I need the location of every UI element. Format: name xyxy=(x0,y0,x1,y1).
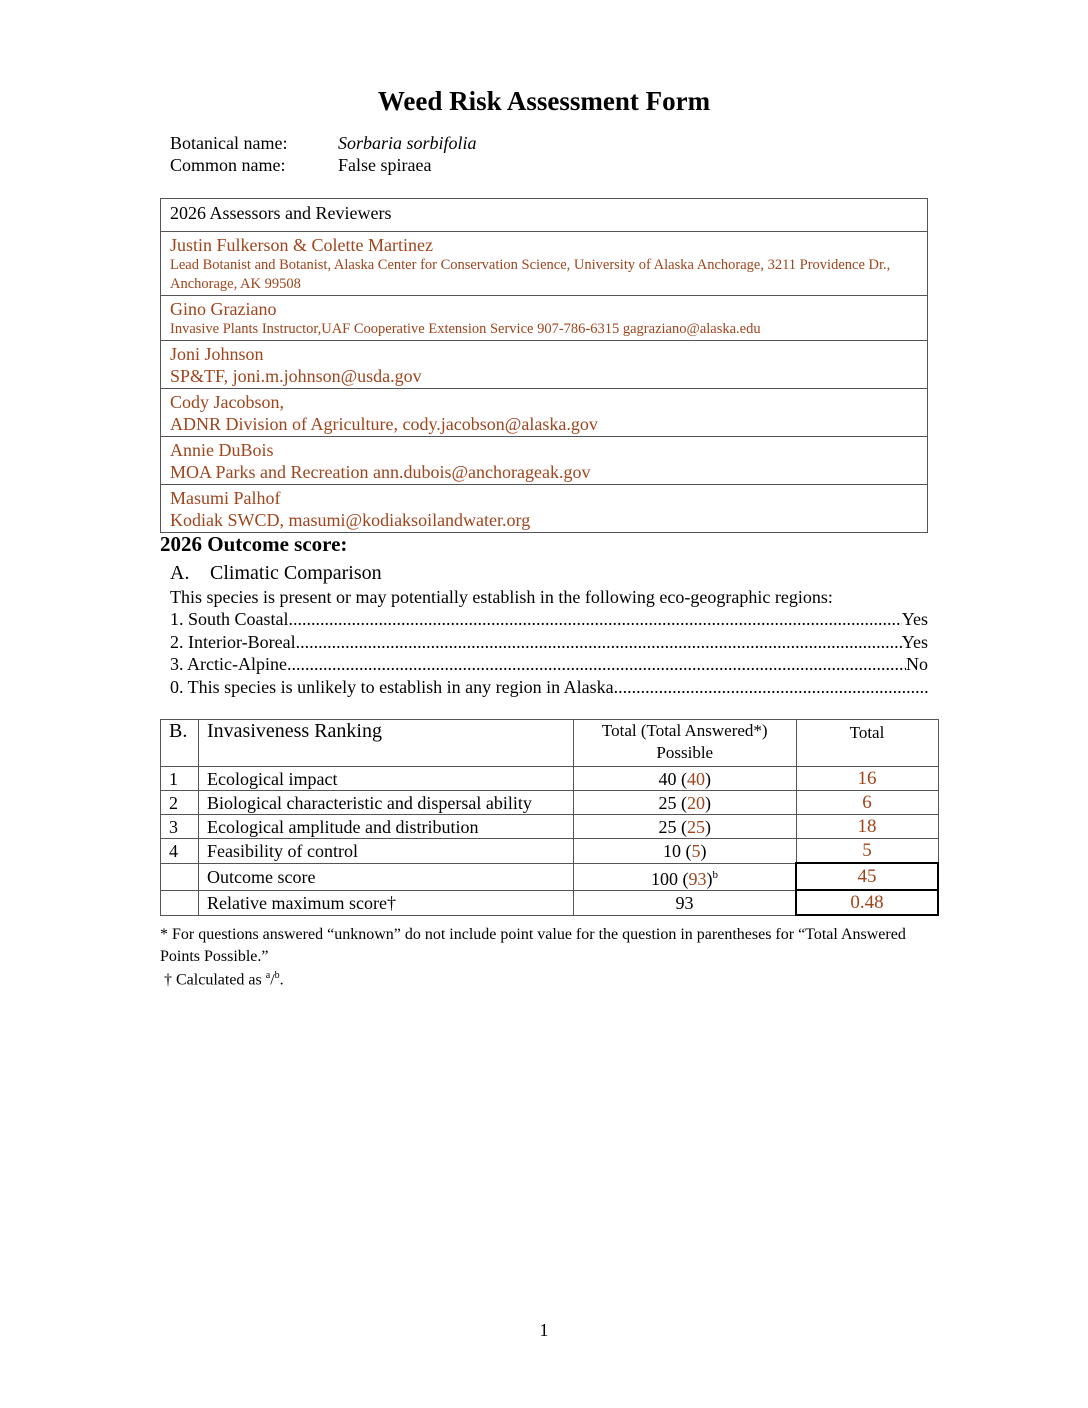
outcome-score-label: Outcome score xyxy=(199,863,574,890)
botanical-name-label: Botanical name: xyxy=(170,133,288,153)
leader-dots xyxy=(614,677,928,698)
answered-value: 93 xyxy=(688,868,707,889)
assessor-row xyxy=(161,485,928,533)
row-total: 6 xyxy=(796,791,938,815)
assessor-row xyxy=(161,296,928,341)
ranking-row xyxy=(161,839,939,864)
assessors-table xyxy=(160,198,928,533)
empty-cell xyxy=(161,890,199,915)
section-a-letter: A. xyxy=(170,562,190,584)
botanical-name-value: Sorbaria sorbifolia xyxy=(338,133,477,153)
possible-value: 40 xyxy=(658,768,677,789)
leader-dots xyxy=(296,632,902,653)
assessor-row xyxy=(161,437,928,485)
row-total: 5 xyxy=(796,839,938,864)
answered-value: 5 xyxy=(691,840,701,861)
region-label: 2. Interior-Boreal xyxy=(170,632,296,652)
row-category: Feasibility of control xyxy=(199,839,574,864)
footnote-dagger: † Calculated as $^a$/$^b$. xyxy=(160,970,284,989)
row-category: Biological characteristic and dispersal ability xyxy=(199,791,574,815)
assessor-row xyxy=(161,232,928,296)
possible-value: 25 xyxy=(658,816,677,837)
row-total: 18 xyxy=(796,815,938,839)
leader-dots xyxy=(289,609,902,630)
row-number: 3 xyxy=(161,815,199,839)
common-name-value: False spiraea xyxy=(338,155,432,175)
row-possible: 25 (20) xyxy=(574,791,797,815)
assessor-name: Justin Fulkerson & Colette Martinez xyxy=(170,235,433,255)
assessors-header: 2026 Assessors and Reviewers xyxy=(161,199,928,232)
col-total-header: Total xyxy=(796,720,938,767)
assessor-detail: Kodiak SWCD, masumi@kodiaksoilandwater.org xyxy=(170,510,531,530)
row-total: 16 xyxy=(796,767,938,791)
row-possible: 10 (5) xyxy=(574,839,797,864)
assessor-detail: Lead Botanist and Botanist, Alaska Center for Conservation Science, University of Alaska Anchorage, 3211 Providence Dr., Anchorage, AK 99508 xyxy=(170,257,891,292)
row-number: 4 xyxy=(161,839,199,864)
assessor-name: Joni Johnson xyxy=(170,344,264,364)
region-label: 3. Arctic-Alpine xyxy=(170,654,287,674)
answered-value: 40 xyxy=(687,768,705,789)
assessor-row xyxy=(161,341,928,389)
relative-score-value: 0.48 xyxy=(796,890,938,915)
assessor-detail: SP&TF, joni.m.johnson@usda.gov xyxy=(170,366,422,386)
row-possible: 40 (40) xyxy=(574,767,797,791)
assessor-name: Gino Graziano xyxy=(170,299,277,319)
row-possible: 25 (25) xyxy=(574,815,797,839)
col-possible-header: Total (Total Answered*) Possible xyxy=(574,720,797,767)
superscript-b: b xyxy=(712,868,718,881)
relative-score-row xyxy=(161,890,939,915)
relative-score-label: Relative maximum score† xyxy=(199,890,574,915)
ranking-row xyxy=(161,791,939,815)
footnote-asterisk: * For questions answered “unknown” do not include point value for the question in parentheses for “Total Answered Points Possible.” xyxy=(160,926,906,965)
region-label: 0. This species is unlikely to establish in any region in Alaska xyxy=(170,677,614,697)
region-value: No xyxy=(906,654,928,674)
region-value: Yes xyxy=(901,609,928,629)
assessor-name: Annie DuBois xyxy=(170,440,274,460)
row-category: Ecological impact xyxy=(199,767,574,791)
ranking-header-row xyxy=(161,720,939,767)
row-number: 2 xyxy=(161,791,199,815)
dagger-b: b xyxy=(274,970,280,981)
page-number: 1 xyxy=(539,1320,549,1340)
region-item xyxy=(170,609,928,630)
document-title: Weed Risk Assessment Form xyxy=(377,86,711,116)
outcome-score-row xyxy=(161,863,939,890)
invasiveness-ranking-table xyxy=(160,719,939,916)
outcome-heading: 2026 Outcome score: xyxy=(160,532,348,556)
common-name-row xyxy=(170,155,431,176)
region-item xyxy=(170,677,928,698)
row-category: Ecological amplitude and distribution xyxy=(199,815,574,839)
region-item xyxy=(170,654,928,675)
assessor-name: Masumi Palhof xyxy=(170,488,281,508)
relative-possible: 93 xyxy=(574,890,797,915)
ranking-row xyxy=(161,767,939,791)
answered-value: 25 xyxy=(687,816,705,837)
dagger-suffix: . xyxy=(279,971,284,989)
dagger-prefix: † Calculated as xyxy=(160,971,266,989)
botanical-name-row xyxy=(170,133,477,154)
possible-value: 25 xyxy=(658,792,677,813)
answered-value: 20 xyxy=(687,792,705,813)
section-a-name: Climatic Comparison xyxy=(210,562,382,584)
leader-dots xyxy=(287,654,906,675)
section-a-title xyxy=(170,562,382,585)
outcome-score-value: 45 xyxy=(796,863,938,890)
assessor-name: Cody Jacobson, xyxy=(170,392,284,412)
region-intro: This species is present or may potentially establish in the following eco-geographic regions: xyxy=(170,587,833,607)
region-label: 1. South Coastal xyxy=(170,609,289,629)
common-name-label: Common name: xyxy=(170,155,286,175)
region-value: Yes xyxy=(901,632,928,652)
row-number: 1 xyxy=(161,767,199,791)
section-b-title: Invasiveness Ranking xyxy=(199,720,574,767)
ranking-row xyxy=(161,815,939,839)
possible-value: 10 xyxy=(663,840,681,861)
empty-cell xyxy=(161,863,199,890)
region-item xyxy=(170,632,928,653)
possible-value: 100 xyxy=(651,868,678,889)
dagger-a: a xyxy=(265,970,271,981)
section-b-letter: B. xyxy=(161,720,199,767)
assessor-detail: Invasive Plants Instructor,UAF Cooperative Extension Service 907-786-6315 gagraziano@alaska.edu xyxy=(170,321,761,337)
assessor-detail: ADNR Division of Agriculture, cody.jacobson@alaska.gov xyxy=(170,414,598,434)
assessor-row xyxy=(161,389,928,437)
assessor-detail: MOA Parks and Recreation ann.dubois@anchorageak.gov xyxy=(170,462,591,482)
outcome-possible: 100 $(93)^b$ xyxy=(574,863,797,890)
